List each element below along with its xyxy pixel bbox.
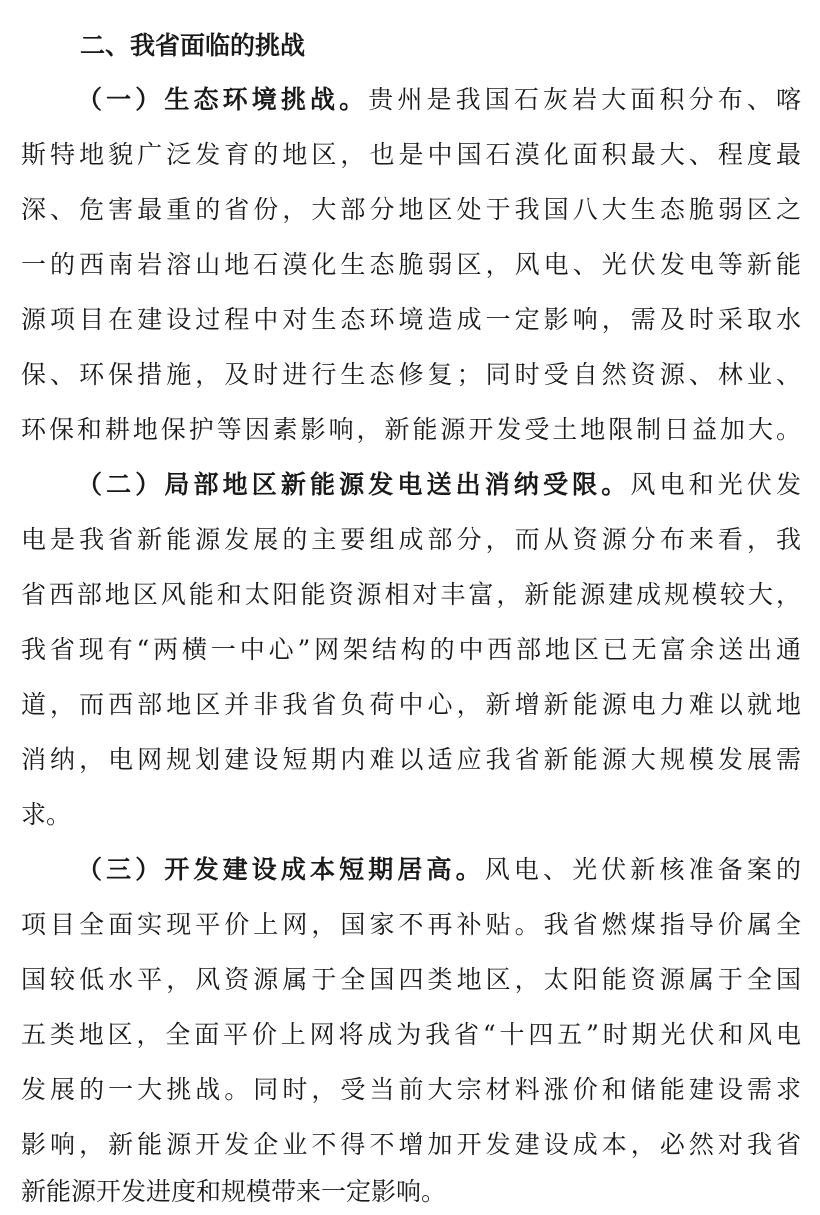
paragraph-line: 电是我省新能源发展的主要组成部分，而从资源分布来看，我 — [21, 525, 801, 554]
paragraph-line: 我省现有“两横一中心”网架结构的中西部地区已无富余送出通 — [21, 635, 801, 664]
paragraph-line: 项目全面实现平价上网，国家不再补贴。我省燃煤指导价属全 — [21, 910, 801, 939]
paragraph-line — [77, 852, 801, 888]
paragraph-line: 斯特地貌广泛发育的地区，也是中国石漠化面积最大、程度最 — [21, 140, 801, 169]
paragraph-line: 消纳，电网规划建设短期内难以适应我省新能源大规模发展需 — [21, 745, 801, 774]
paragraph-line: 环保和耕地保护等因素影响，新能源开发受土地限制日益加大。 — [21, 415, 801, 444]
paragraph-text: 贵州是我国石灰岩大面积分布、喀 — [368, 85, 801, 114]
paragraph-line: 一的西南岩溶山地石漠化生态脆弱区，风电、光伏发电等新能 — [21, 250, 801, 279]
paragraph-lead: （二）局部地区新能源发电送出消纳受限。 — [77, 470, 631, 499]
paragraph-lead: （三）开发建设成本短期居高。 — [77, 855, 485, 884]
paragraph-text: 风电和光伏发 — [630, 470, 801, 499]
paragraph-line: 影响，新能源开发企业不得不增加开发建设成本，必然对我省 — [21, 1130, 801, 1159]
paragraph-line — [77, 467, 801, 503]
paragraph-line: 道，而西部地区并非我省负荷中心，新增新能源电力难以就地 — [21, 690, 801, 719]
paragraph-lead: （一）生态环境挑战。 — [77, 85, 369, 114]
paragraph-line — [77, 82, 801, 118]
paragraph-line: 国较低水平，风资源属于全国四类地区，太阳能资源属于全国 — [21, 965, 801, 994]
paragraph-line: 省西部地区风能和太阳能资源相对丰富，新能源建成规模较大， — [21, 580, 801, 609]
paragraph-line: 五类地区，全面平价上网将成为我省“十四五”时期光伏和风电 — [21, 1020, 801, 1049]
paragraph-line: 深、危害最重的省份，大部分地区处于我国八大生态脆弱区之 — [21, 195, 801, 224]
paragraph-text: 风电、光伏新核准备案的 — [484, 855, 801, 884]
paragraph-line: 发展的一大挑战。同时，受当前大宗材料涨价和储能建设需求 — [21, 1075, 801, 1104]
paragraph-line: 新能源开发进度和规模带来一定影响。 — [21, 1177, 447, 1206]
paragraph-line: 保、环保措施，及时进行生态修复；同时受自然资源、林业、 — [21, 360, 801, 389]
section-heading: 二、我省面临的挑战 — [80, 31, 306, 60]
paragraph-line: 求。 — [21, 800, 72, 829]
paragraph-line: 源项目在建设过程中对生态环境造成一定影响，需及时采取水 — [21, 305, 801, 334]
